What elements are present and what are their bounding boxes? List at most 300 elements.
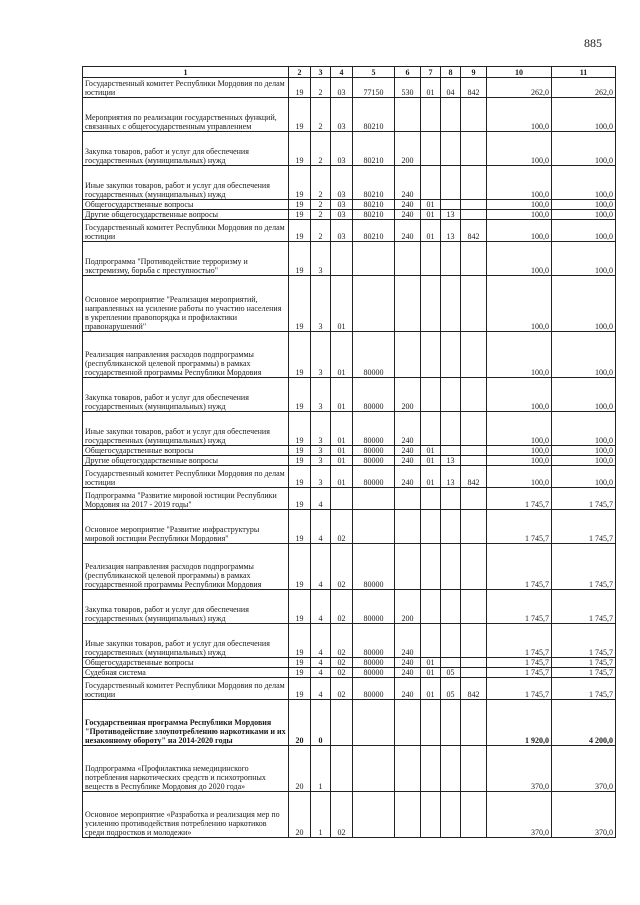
cell-program-code: 19 [289,242,311,276]
cell-ministry-code [461,276,487,332]
cell-program-code: 20 [289,700,311,746]
cell-subprogram-code: 3 [311,242,331,276]
cell-program-code: 19 [289,200,311,210]
cell-amount-2019: 1 745,7 [552,590,616,624]
cell-expense-type [395,544,421,590]
table-row [83,220,616,242]
cell-program-code: 19 [289,98,311,132]
cell-expense-type [395,242,421,276]
cell-section: 01 [421,210,441,220]
cell-section [421,544,441,590]
cell-direction-code: 80210 [353,220,395,242]
cell-subprogram-code: 2 [311,78,331,98]
cell-amount-2019: 100,0 [552,332,616,378]
cell-expense-type: 240 [395,210,421,220]
cell-section: 01 [421,678,441,700]
cell-section: 01 [421,220,441,242]
cell-subsection [441,746,461,792]
cell-activity-code: 01 [331,466,353,488]
cell-expense-type [395,746,421,792]
cell-subprogram-code: 2 [311,200,331,210]
cell-amount-2018: 1 745,7 [487,510,552,544]
cell-amount-2019: 100,0 [552,466,616,488]
cell-item-name: Реализация направления расходов подпрограммы (республиканской целевой программы) в рамках государственной программы Республики Мордовия [83,544,289,590]
cell-direction-code: 80210 [353,166,395,200]
cell-amount-2018: 100,0 [487,446,552,456]
table-row [83,332,616,378]
cell-section [421,412,441,446]
cell-section: 01 [421,658,441,668]
cell-amount-2018: 100,0 [487,166,552,200]
cell-amount-2018: 262,0 [487,78,552,98]
cell-item-name: Закупка товаров, работ и услуг для обеспечения государственных (муниципальных) нужд [83,590,289,624]
cell-program-code: 19 [289,658,311,668]
cell-subsection: 13 [441,220,461,242]
cell-subsection [441,132,461,166]
cell-amount-2019: 100,0 [552,456,616,466]
cell-ministry-code [461,378,487,412]
cell-item-name: Подпрограмма "Развитие мировой юстиции Республики Мордовия на 2017 - 2019 годы" [83,488,289,510]
cell-item-name: Иные закупки товаров, работ и услуг для обеспечения государственных (муниципальных) нужд [83,166,289,200]
cell-amount-2019: 100,0 [552,132,616,166]
cell-activity-code: 02 [331,544,353,590]
table-row [83,792,616,838]
cell-subprogram-code: 4 [311,624,331,658]
cell-subsection: 13 [441,466,461,488]
cell-expense-type: 240 [395,678,421,700]
cell-expense-type: 240 [395,446,421,456]
cell-amount-2018: 370,0 [487,746,552,792]
table-row [83,746,616,792]
cell-subsection [441,98,461,132]
cell-amount-2019: 370,0 [552,746,616,792]
cell-amount-2019: 1 745,7 [552,510,616,544]
cell-direction-code [353,276,395,332]
cell-amount-2018: 100,0 [487,456,552,466]
cell-section [421,624,441,658]
cell-subprogram-code: 1 [311,792,331,838]
cell-subsection: 13 [441,456,461,466]
cell-subsection [441,332,461,378]
cell-item-name: Реализация направления расходов подпрограммы (республиканской целевой программы) в рамках государственной программы Республики Мордовия [83,332,289,378]
cell-amount-2018: 100,0 [487,98,552,132]
cell-ministry-code [461,658,487,668]
cell-program-code: 19 [289,132,311,166]
cell-item-name: Основное мероприятие «Разработка и реализация мер по усилению противодействия потреблению наркотиков среди подростков и молодежи» [83,792,289,838]
cell-ministry-code [461,746,487,792]
cell-activity-code: 02 [331,510,353,544]
cell-program-code: 19 [289,488,311,510]
cell-direction-code: 80210 [353,132,395,166]
cell-amount-2018: 100,0 [487,132,552,166]
cell-ministry-code [461,510,487,544]
cell-program-code: 19 [289,544,311,590]
cell-activity-code: 03 [331,132,353,166]
cell-program-code: 19 [289,446,311,456]
cell-activity-code: 02 [331,678,353,700]
cell-subsection [441,700,461,746]
cell-subprogram-code: 4 [311,668,331,678]
cell-ministry-code [461,456,487,466]
table-row [83,98,616,132]
cell-amount-2018: 100,0 [487,200,552,210]
cell-subprogram-code: 1 [311,746,331,792]
cell-ministry-code [461,132,487,166]
cell-section [421,242,441,276]
cell-subprogram-code: 3 [311,378,331,412]
cell-subprogram-code: 4 [311,544,331,590]
cell-expense-type [395,700,421,746]
cell-subprogram-code: 0 [311,700,331,746]
cell-subprogram-code: 3 [311,446,331,456]
cell-subsection [441,242,461,276]
cell-amount-2018: 1 920,0 [487,700,552,746]
cell-amount-2019: 1 745,7 [552,544,616,590]
cell-item-name: Общегосударственные вопросы [83,200,289,210]
column-header: 3 [311,67,331,78]
cell-direction-code: 80000 [353,678,395,700]
cell-program-code: 19 [289,166,311,200]
cell-amount-2018: 1 745,7 [487,624,552,658]
cell-section [421,132,441,166]
cell-section [421,332,441,378]
table-row [83,624,616,658]
cell-ministry-code [461,544,487,590]
cell-subprogram-code: 3 [311,412,331,446]
cell-program-code: 19 [289,412,311,446]
cell-section [421,98,441,132]
cell-amount-2018: 100,0 [487,220,552,242]
cell-expense-type: 240 [395,166,421,200]
table-row [83,166,616,200]
table-row [83,658,616,668]
table-row [83,544,616,590]
cell-section [421,166,441,200]
column-header: 2 [289,67,311,78]
cell-subprogram-code: 4 [311,488,331,510]
cell-direction-code [353,792,395,838]
cell-direction-code: 80210 [353,210,395,220]
cell-item-name: Подпрограмма "Противодействие терроризму и экстремизму, борьба с преступностью" [83,242,289,276]
cell-subsection [441,412,461,446]
cell-amount-2018: 100,0 [487,378,552,412]
cell-activity-code: 01 [331,456,353,466]
cell-subsection [441,276,461,332]
cell-section: 01 [421,456,441,466]
cell-amount-2019: 100,0 [552,220,616,242]
cell-ministry-code [461,668,487,678]
cell-section: 01 [421,668,441,678]
cell-expense-type: 240 [395,658,421,668]
page-number: 885 [584,36,602,50]
cell-amount-2019: 100,0 [552,200,616,210]
cell-direction-code: 80000 [353,332,395,378]
cell-section: 01 [421,200,441,210]
cell-activity-code: 02 [331,668,353,678]
cell-item-name: Государственная программа Республики Мордовия "Противодействие злоупотреблению наркотиками и их незаконному обороту" на 2014-2020 годы [83,700,289,746]
column-header: 8 [441,67,461,78]
cell-amount-2019: 4 200,0 [552,700,616,746]
cell-subprogram-code: 3 [311,466,331,488]
cell-amount-2018: 100,0 [487,242,552,276]
table-row [83,668,616,678]
cell-program-code: 19 [289,210,311,220]
cell-activity-code: 03 [331,98,353,132]
cell-program-code: 19 [289,456,311,466]
cell-subsection [441,658,461,668]
cell-direction-code [353,700,395,746]
cell-program-code: 19 [289,590,311,624]
cell-subprogram-code: 2 [311,98,331,132]
cell-section [421,276,441,332]
table-header-row [83,67,616,78]
cell-activity-code: 02 [331,624,353,658]
cell-amount-2018: 100,0 [487,466,552,488]
cell-amount-2018: 1 745,7 [487,544,552,590]
cell-ministry-code [461,98,487,132]
cell-section [421,746,441,792]
cell-subsection [441,166,461,200]
cell-ministry-code [461,792,487,838]
table-row [83,590,616,624]
cell-expense-type: 240 [395,412,421,446]
cell-program-code: 19 [289,332,311,378]
cell-expense-type [395,332,421,378]
cell-activity-code [331,746,353,792]
cell-item-name: Иные закупки товаров, работ и услуг для обеспечения государственных (муниципальных) нужд [83,412,289,446]
table-row [83,242,616,276]
cell-item-name: Государственный комитет Республики Мордовия по делам юстиции [83,466,289,488]
cell-subsection [441,792,461,838]
cell-amount-2018: 100,0 [487,210,552,220]
cell-program-code: 19 [289,510,311,544]
cell-program-code: 19 [289,220,311,242]
cell-subsection: 05 [441,668,461,678]
cell-item-name: Иные закупки товаров, работ и услуг для обеспечения государственных (муниципальных) нужд [83,624,289,658]
cell-item-name: Судебная система [83,668,289,678]
cell-item-name: Общегосударственные вопросы [83,658,289,668]
cell-direction-code: 80000 [353,544,395,590]
cell-activity-code: 02 [331,590,353,624]
cell-item-name: Мероприятия по реализации государственных функций, связанных с общегосударственным управлением [83,98,289,132]
cell-expense-type: 200 [395,590,421,624]
cell-subsection [441,590,461,624]
cell-program-code: 20 [289,792,311,838]
cell-subprogram-code: 2 [311,166,331,200]
cell-subsection: 13 [441,210,461,220]
cell-direction-code: 80000 [353,378,395,412]
cell-amount-2018: 100,0 [487,276,552,332]
cell-ministry-code [461,166,487,200]
table-row [83,510,616,544]
cell-expense-type: 530 [395,78,421,98]
cell-subprogram-code: 2 [311,210,331,220]
cell-ministry-code: 842 [461,678,487,700]
cell-expense-type: 240 [395,466,421,488]
cell-activity-code: 01 [331,446,353,456]
cell-amount-2019: 100,0 [552,166,616,200]
cell-direction-code: 80210 [353,98,395,132]
cell-subprogram-code: 3 [311,456,331,466]
cell-ministry-code: 842 [461,78,487,98]
cell-expense-type [395,276,421,332]
cell-item-name: Закупка товаров, работ и услуг для обеспечения государственных (муниципальных) нужд [83,378,289,412]
cell-subprogram-code: 4 [311,510,331,544]
cell-subprogram-code: 3 [311,276,331,332]
cell-activity-code [331,700,353,746]
cell-item-name: Государственный комитет Республики Мордовия по делам юстиции [83,78,289,98]
cell-activity-code: 03 [331,200,353,210]
cell-subsection [441,624,461,658]
cell-amount-2019: 1 745,7 [552,624,616,658]
table-row [83,132,616,166]
cell-expense-type: 240 [395,200,421,210]
cell-amount-2019: 100,0 [552,98,616,132]
cell-direction-code: 80000 [353,456,395,466]
column-header: 10 [487,67,552,78]
cell-subsection [441,544,461,590]
cell-program-code: 19 [289,624,311,658]
cell-section [421,700,441,746]
column-header: 6 [395,67,421,78]
cell-ministry-code [461,700,487,746]
cell-amount-2018: 370,0 [487,792,552,838]
cell-ministry-code [461,590,487,624]
cell-subsection [441,510,461,544]
cell-item-name: Основное мероприятие "Реализация мероприятий, направленных на усиление работы по участию населения в укреплении правопорядка и профилактики правонарушений" [83,276,289,332]
cell-ministry-code [461,242,487,276]
cell-direction-code [353,242,395,276]
table-row [83,78,616,98]
cell-subsection [441,446,461,456]
cell-program-code: 19 [289,678,311,700]
cell-ministry-code [461,332,487,378]
cell-expense-type: 240 [395,456,421,466]
cell-program-code: 19 [289,466,311,488]
cell-amount-2018: 1 745,7 [487,590,552,624]
cell-subprogram-code: 3 [311,332,331,378]
cell-section: 01 [421,446,441,456]
cell-amount-2019: 100,0 [552,210,616,220]
cell-section [421,378,441,412]
cell-item-name: Основное мероприятие "Развитие инфраструктуры мировой юстиции Республики Мордовия" [83,510,289,544]
cell-item-name: Общегосударственные вопросы [83,446,289,456]
cell-activity-code: 03 [331,210,353,220]
cell-section [421,488,441,510]
table-row [83,446,616,456]
cell-expense-type: 200 [395,132,421,166]
cell-amount-2018: 100,0 [487,332,552,378]
cell-direction-code [353,510,395,544]
cell-section [421,590,441,624]
cell-item-name: Закупка товаров, работ и услуг для обеспечения государственных (муниципальных) нужд [83,132,289,166]
cell-ministry-code: 842 [461,466,487,488]
cell-program-code: 19 [289,78,311,98]
cell-program-code: 19 [289,276,311,332]
cell-amount-2018: 1 745,7 [487,678,552,700]
table-row [83,700,616,746]
cell-activity-code: 03 [331,220,353,242]
cell-item-name: Государственный комитет Республики Мордовия по делам юстиции [83,678,289,700]
cell-amount-2019: 100,0 [552,378,616,412]
cell-ministry-code [461,210,487,220]
cell-section [421,792,441,838]
cell-ministry-code [461,200,487,210]
cell-activity-code: 01 [331,276,353,332]
cell-ministry-code: 842 [461,220,487,242]
column-header: 7 [421,67,441,78]
cell-section: 01 [421,78,441,98]
table-row [83,412,616,446]
cell-amount-2019: 100,0 [552,446,616,456]
cell-activity-code: 02 [331,658,353,668]
cell-amount-2019: 1 745,7 [552,488,616,510]
table-row [83,488,616,510]
cell-activity-code: 01 [331,332,353,378]
cell-direction-code: 77150 [353,78,395,98]
cell-direction-code: 80000 [353,466,395,488]
cell-activity-code [331,488,353,510]
cell-amount-2019: 262,0 [552,78,616,98]
cell-item-name: Другие общегосударственные вопросы [83,210,289,220]
cell-direction-code: 80000 [353,658,395,668]
cell-program-code: 20 [289,746,311,792]
cell-direction-code: 80210 [353,200,395,210]
cell-subprogram-code: 2 [311,220,331,242]
cell-activity-code: 03 [331,78,353,98]
cell-subsection: 05 [441,678,461,700]
cell-program-code: 19 [289,378,311,412]
cell-ministry-code [461,624,487,658]
cell-item-name: Государственный комитет Республики Мордовия по делам юстиции [83,220,289,242]
cell-ministry-code [461,488,487,510]
cell-expense-type [395,510,421,544]
cell-program-code: 19 [289,668,311,678]
cell-direction-code: 80000 [353,668,395,678]
cell-direction-code: 80000 [353,624,395,658]
cell-amount-2019: 100,0 [552,412,616,446]
cell-expense-type: 240 [395,624,421,658]
cell-direction-code: 80000 [353,446,395,456]
table-row [83,678,616,700]
cell-activity-code: 03 [331,166,353,200]
cell-subprogram-code: 4 [311,678,331,700]
cell-expense-type: 200 [395,378,421,412]
table-row [83,456,616,466]
cell-amount-2019: 1 745,7 [552,668,616,678]
cell-amount-2019: 100,0 [552,276,616,332]
cell-subprogram-code: 4 [311,658,331,668]
cell-subsection [441,488,461,510]
cell-activity-code: 02 [331,792,353,838]
column-header: 9 [461,67,487,78]
cell-item-name: Подпрограмма «Профилактика немедицинского потребления наркотических средств и психотропных веществ в Республике Мордовия до 2020 года» [83,746,289,792]
cell-amount-2019: 1 745,7 [552,678,616,700]
cell-item-name: Другие общегосударственные вопросы [83,456,289,466]
cell-subsection: 04 [441,78,461,98]
cell-activity-code: 01 [331,378,353,412]
cell-subsection [441,378,461,412]
cell-activity-code: 01 [331,412,353,446]
table-row [83,276,616,332]
cell-ministry-code [461,412,487,446]
cell-section: 01 [421,466,441,488]
cell-section [421,510,441,544]
cell-expense-type: 240 [395,220,421,242]
column-header: 11 [552,67,616,78]
cell-expense-type [395,488,421,510]
cell-direction-code [353,746,395,792]
